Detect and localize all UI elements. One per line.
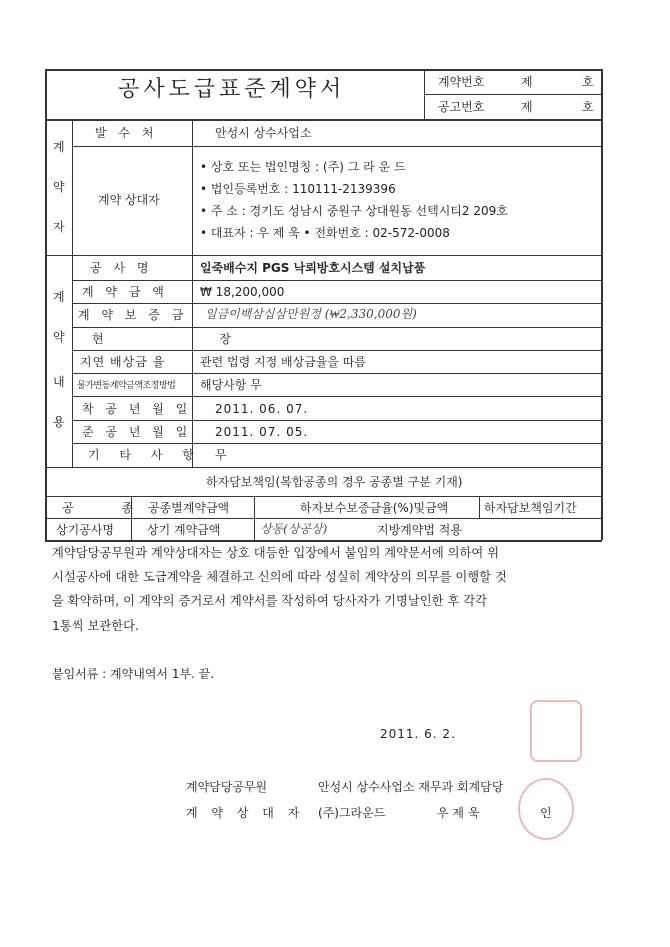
counterparty-line-2: • 법인등록번호 : 110111-2139396 [200, 182, 396, 196]
contract-no-je: 제 [521, 75, 533, 89]
issuer-value: 안성시 상수사업소 [215, 126, 312, 140]
delay-rate-value: 관련 법령 지정 배상금율을 따름 [200, 355, 366, 369]
contract-amount-value: ₩ 18,200,000 [200, 285, 285, 299]
defect-row-type: 상기공사명 [56, 523, 114, 537]
official-label: 계약담당공무원 [186, 780, 268, 794]
notice-no-ho: 호 [582, 100, 594, 114]
counterparty-line-3: • 주 소 : 경기도 성남시 중원구 상대원동 선텍시티2 209호 [200, 204, 508, 218]
attachment-note: 붙임서류 : 계약내역서 1부. 끝. [52, 667, 215, 681]
project-name-value: 일죽배수지 PGS 낙뢰방호시스템 설치납품 [200, 261, 426, 275]
other-value: 무 [215, 448, 227, 462]
company-seal [518, 778, 574, 840]
document-title: 공사도급표준계약서 [118, 77, 346, 102]
other-label: 기 타 사 항 [88, 448, 202, 462]
content-side-char-3: 내 [53, 375, 65, 389]
start-date-value: 2011. 06. 07. [215, 402, 309, 416]
agreement-line-2: 시설공사에 대한 도급계약을 체결하고 신의에 따라 성실히 계약상의 의무를 이행할 것 [52, 570, 507, 584]
end-date-label: 준 공 년 월 일 [82, 425, 192, 439]
defect-col-period: 하자담보책임기간 [484, 501, 577, 515]
official-seal [530, 700, 582, 762]
content-side-char-2: 약 [53, 330, 65, 344]
contractor-side-char-3: 자 [53, 220, 65, 234]
notice-no-je: 제 [521, 100, 533, 114]
price-adjust-value: 해당사항 무 [200, 378, 262, 392]
site-label: 현 장 [92, 332, 287, 346]
contract-amount-label: 계 약 금 액 [82, 285, 168, 299]
deposit-label: 계 약 보 증 금 [78, 308, 188, 322]
agreement-line-1: 계약담당공무원과 계약상대자는 상호 대등한 입장에서 붙임의 계약문서에 의하여 위 [52, 546, 500, 560]
content-side-char-1: 계 [53, 290, 65, 304]
defect-heading: 하자담보책임(복합공종의 경우 공종별 구분 기재) [206, 475, 463, 489]
project-name-label: 공 사 명 [90, 261, 153, 275]
contract-no-label: 계약번호 [438, 75, 485, 89]
content-side-char-4: 용 [53, 415, 65, 429]
defect-col-amount: 공종별계약금액 [148, 501, 230, 515]
end-date-value: 2011. 07. 05. [215, 425, 309, 439]
party-label: 계 약 상 대 자 [186, 806, 305, 820]
defect-col-type: 공 종 [62, 501, 155, 515]
party-name: 우 제 욱 [437, 806, 480, 820]
defect-row-amount: 상기 계약금액 [147, 523, 221, 537]
defect-col-rate: 하자보수보증금율(%)및금액 [300, 501, 449, 515]
contractor-side-char-2: 약 [53, 180, 65, 194]
contractor-side-char-1: 계 [53, 140, 65, 154]
official-value: 안성시 상수사업소 재무과 회계담당 [318, 780, 504, 794]
delay-rate-label: 지연 배상금 율 [80, 355, 166, 369]
issuer-label: 발 수 처 [95, 126, 158, 140]
contract-date: 2011. 6. 2. [380, 727, 456, 741]
party-company: (주)그라운드 [318, 806, 386, 820]
defect-row-rate-handwritten: 상동(상공상) [260, 522, 328, 536]
counterparty-label: 계약 상대자 [98, 193, 160, 207]
notice-no-label: 공고번호 [438, 100, 485, 114]
agreement-line-3: 을 확약하며, 이 계약의 증거로서 계약서를 작성하여 당사자가 기명날인한 후 각각 [52, 594, 487, 608]
price-adjust-label: 물가변동계약금액조정방법 [77, 381, 176, 391]
party-seal-mark: 인 [540, 806, 552, 820]
deposit-value-handwritten: 일금이백삼십삼만원정 (₩2,330,000원) [205, 307, 417, 321]
counterparty-line-1: • 상호 또는 법인명칭 : (주) 그 라 운 드 [200, 160, 406, 174]
start-date-label: 착 공 년 월 일 [82, 402, 192, 416]
counterparty-line-4: • 대표자 : 우 제 욱 • 전화번호 : 02-572-0008 [200, 226, 450, 240]
contract-no-ho: 호 [582, 75, 594, 89]
defect-row-law: 지방계약법 적용 [377, 523, 462, 537]
agreement-line-4: 1통씩 보관한다. [52, 619, 139, 633]
